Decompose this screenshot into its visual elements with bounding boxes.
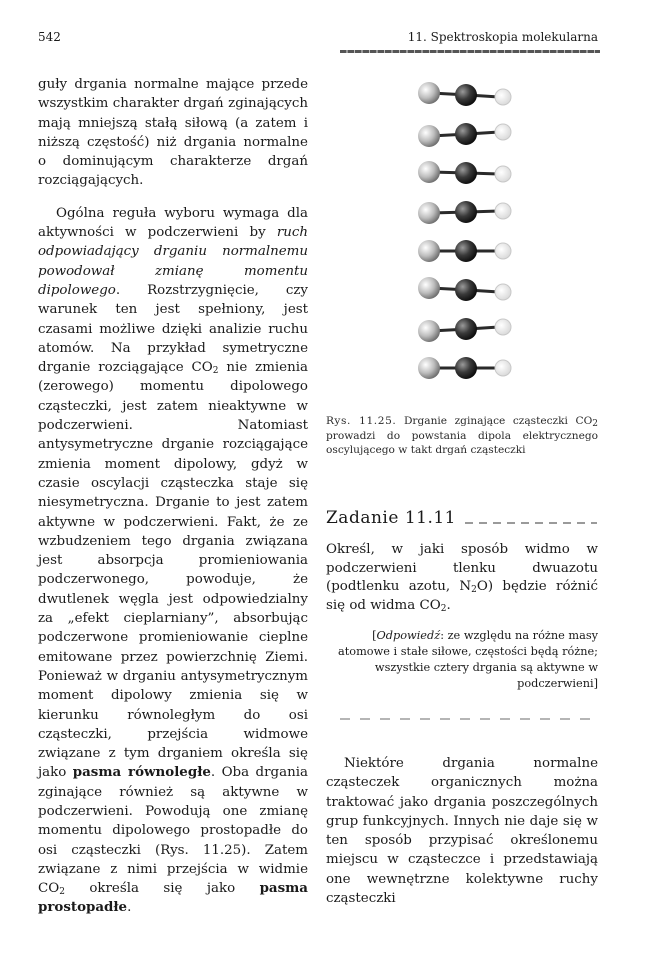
oxygen-atom-faded bbox=[495, 360, 511, 376]
molecule-frame bbox=[418, 161, 511, 184]
carbon-atom bbox=[455, 279, 477, 301]
co2-bending-figure bbox=[405, 78, 525, 408]
paragraph-2: Ogólna reguła wyboru wymaga dla aktywności w podczerwieni by ruch odpowiadający drganiu normalnemu powodował zmianę momentu dipolowego. Rozstrzygnięcie, czy warunek ten jest spełniony, jest czasami możliwe dzięki analizie ruchu atomów. Na przykład symetryczne drganie rozciągające $CO_2$ nie zmienia (zerowego) momentu dipolowego cząsteczki, jest zatem nieaktywne w podczerwieni. Natomiast antysymetryczne drganie rozciągające zmienia moment dipolowy, gdyż w czasie oscylacji cząsteczka staje się niesymetryczna. Drganie to jest zatem aktywne w podczerwieni. Fakt, że ze wzbudzeniem tego drgania związana jest absorpcja promieniowania podczerwonego, powoduje, że dwutlenek węgla jest odpowiedzialny za „efekt cieplarniany”, absorbując podczerwone promieniowanie cieplne emitowane przez powierzchnię Ziemi. Ponieważ w drganiu antysymetrycznym moment dipolowy zmienia się w kierunku równoległym do osi cząsteczki, przejścia widmowe związane z tym drganiem określa się jako pasma równoległe. Oba drgania zginające również są aktywne w podczerwieni. Powodują one zmianę momentu dipolowego prostopadłe do osi cząsteczki (Rys. 11.25). Zatem związane z nimi przejścia w widmie $CO_2$ określa się jako pasma prostopadłe. bbox=[38, 205, 308, 916]
term-perpendicular-bands: pasma prostopadłe bbox=[38, 880, 308, 916]
selection-rule-emphasis: ruch odpowiadający drganiu normalnemu powodował zmianę momentu dipolowego bbox=[38, 225, 308, 298]
molecule-frame bbox=[418, 82, 511, 106]
oxygen-atom-faded bbox=[495, 284, 511, 300]
oxygen-atom-faded bbox=[495, 89, 511, 105]
carbon-atom bbox=[455, 240, 477, 262]
answer-label: Odpowiedź bbox=[376, 629, 441, 642]
oxygen-atom-faded bbox=[495, 166, 511, 182]
exercise-heading-rule bbox=[465, 522, 597, 524]
molecule-frame bbox=[418, 357, 511, 379]
term-parallel-bands: pasma równoległe bbox=[72, 764, 211, 781]
molecule-frame bbox=[418, 123, 511, 147]
oxygen-atom bbox=[418, 277, 440, 299]
oxygen-atom-faded bbox=[495, 319, 511, 335]
exercise-end-rule bbox=[340, 718, 598, 720]
running-title: 11. Spektroskopia molekularna bbox=[407, 30, 598, 44]
carbon-atom bbox=[455, 318, 477, 340]
carbon-atom bbox=[455, 123, 477, 145]
left-column bbox=[38, 75, 308, 918]
carbon-atom bbox=[455, 357, 477, 379]
carbon-atom bbox=[455, 201, 477, 223]
molecule-frame bbox=[418, 201, 511, 224]
oxygen-atom bbox=[418, 125, 440, 147]
oxygen-atom bbox=[418, 357, 440, 379]
oxygen-atom bbox=[418, 202, 440, 224]
molecule-frame bbox=[418, 240, 511, 262]
paragraph-3: Niektóre drgania normalne cząsteczek organicznych można traktować jako drgania poszczególnych grup funkcyjnych. Innych nie daje się w ten sposób przypisać określonemu miejscu w cząsteczce i przedstawiają one wewnętrzne kolektywne ruchy cząsteczki bbox=[326, 756, 598, 907]
molecule-frames bbox=[405, 78, 525, 408]
figure-label: Rys. 11.25. bbox=[326, 415, 397, 427]
carbon-atom bbox=[455, 162, 477, 184]
paragraph-1: guły drgania normalne mające przede wszystkim charakter drgań zginających mają mniejszą stałą siłową (a zatem i niższą częstość) niż drgania normalne o dominującym charakterze drgań rozciągających. bbox=[38, 77, 308, 189]
right-column bbox=[326, 754, 598, 908]
oxygen-atom-faded bbox=[495, 124, 511, 140]
oxygen-atom-faded bbox=[495, 243, 511, 259]
page-number: 542 bbox=[38, 30, 61, 44]
exercise-answer: [Odpowiedź: ze względu na różne masy atomowe i stałe siłowe, częstości będą różne; wszystkie cztery drgania są aktywne w podczerwieni] bbox=[338, 629, 598, 690]
oxygen-atom bbox=[418, 161, 440, 183]
oxygen-atom bbox=[418, 240, 440, 262]
exercise-heading: Zadanie 11.11 bbox=[326, 508, 456, 528]
molecule-frame bbox=[418, 277, 511, 301]
carbon-atom bbox=[455, 84, 477, 106]
figure-caption: Rys. 11.25. Drganie zginające cząsteczki $CO_2$ prowadzi do powstania dipola elektrycznego oscylującego w takt drgań cząsteczki bbox=[326, 415, 598, 457]
oxygen-atom-faded bbox=[495, 203, 511, 219]
header-rule bbox=[340, 50, 600, 53]
exercise-question: Określ, w jaki sposób widmo w podczerwieni tlenku dwuazotu (podtlenku azotu, $N_2O$) będzie różnić się od widma $CO_2$. bbox=[326, 542, 598, 614]
oxygen-atom bbox=[418, 82, 440, 104]
molecule-frame bbox=[418, 318, 511, 342]
oxygen-atom bbox=[418, 320, 440, 342]
